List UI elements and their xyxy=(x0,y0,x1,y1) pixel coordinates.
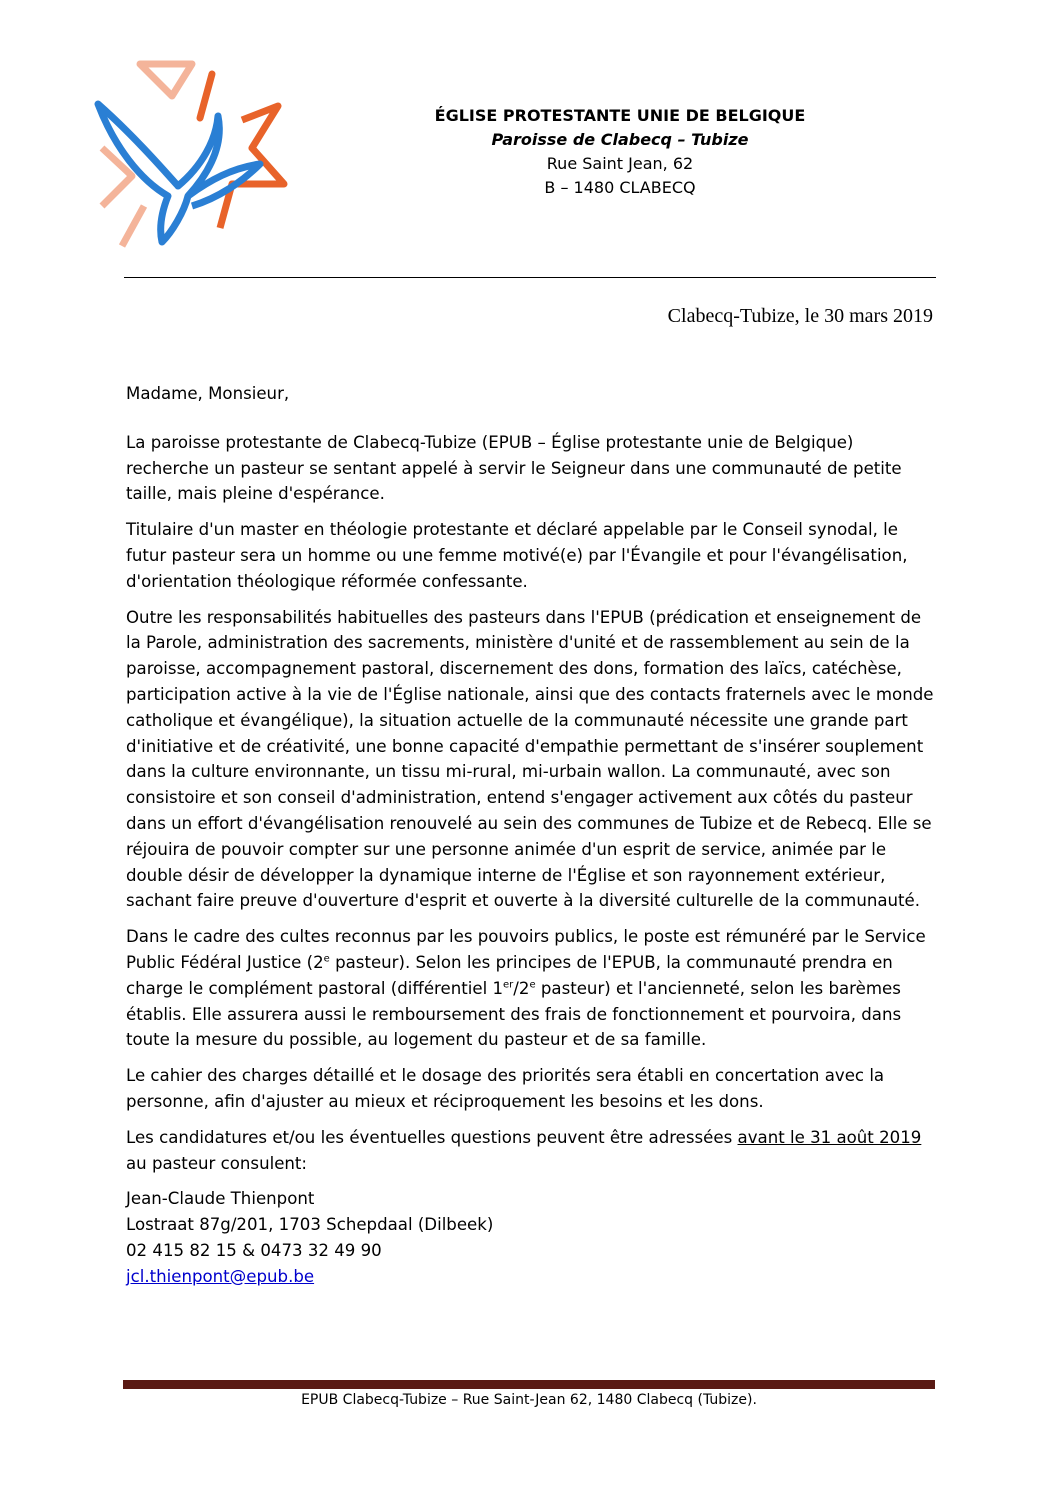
remuneration-text-d: pasteur) et l'ancienneté, selon les barèmes établis. Elle assurera aussi le remboursement des frais de fonctionnement et pourvoira, dans toute la mesure du possible, au logement du pasteur et de sa famille. xyxy=(126,978,902,1050)
greeting: Madame, Monsieur, xyxy=(126,384,290,403)
paragraph-profile: Titulaire d'un master en théologie protestante et déclaré appelable par le Conseil synodal, le futur pasteur sera un homme ou une femme motivé(e) par l'Évangile et pour l'évangélisation, d'orientation théologique réformée confessante. xyxy=(126,520,908,591)
footer-divider xyxy=(123,1380,935,1389)
remuneration-text-c: /2 xyxy=(513,978,530,998)
contact-name: Jean-Claude Thienpont xyxy=(126,1189,315,1209)
applications-text-a: Les candidatures et/ou les éventuelles questions peuvent être adressées xyxy=(126,1127,738,1147)
header-divider xyxy=(124,277,936,278)
contact-address: Lostraat 87g/201, 1703 Schepdaal (Dilbeek) xyxy=(126,1215,494,1235)
paragraph-applications xyxy=(126,1125,938,1177)
superscript: er xyxy=(503,979,514,991)
street-address: Rue Saint Jean, 62 xyxy=(546,154,694,173)
letter-date: Clabecq-Tubize, le 30 mars 2019 xyxy=(667,305,933,327)
parish-name: Paroisse de Clabecq – Tubize xyxy=(491,130,749,149)
letterhead xyxy=(360,104,880,200)
footer-text: EPUB Clabecq-Tubize – Rue Saint-Jean 62, 1480 Clabecq (Tubize). xyxy=(301,1392,757,1408)
dove-star-logo-icon xyxy=(92,56,292,252)
contact-email-link[interactable]: jcl.thienpont@epub.be xyxy=(126,1266,315,1286)
paragraph-responsibilities: Outre les responsabilités habituelles des pasteurs dans l'EPUB (prédication et enseignement de la Parole, administration des sacrements, ministère d'unité et de rassemblement au sein de la paroisse, accompagnement pastoral, discernement des dons, formation des laïcs, catéchèse, participation active à la vie de l'Église nationale, ainsi que des contacts fraternels avec le monde catholique et évangélique), la situation actuelle de la communauté nécessite une grande part d'initiative et de créativité, une bonne capacité d'empathie permettant de s'insérer souplement dans la culture environnante, un tissu mi-rural, mi-urbain wallon. La communauté, avec son consistoire et son conseil d'administration, entend s'engager activement aux côtés du pasteur dans un effort d'évangélisation renouvelé au sein des communes de Tubize et de Rebecq. Elle se réjouira de pouvoir compter sur une personne animée d'un esprit de service, animée par le double désir de développer la dynamique interne de l'Église et son rayonnement extérieur, sachant faire preuve d'ouverture d'esprit et ouverte à la diversité culturelle de la communauté. xyxy=(126,607,934,911)
deadline: avant le 31 août 2019 xyxy=(737,1127,922,1147)
paragraph-specifications: Le cahier des charges détaillé et le dosage des priorités sera établi en concertation avec la personne, afin d'ajuster au mieux et réciproquement les besoins et les dons. xyxy=(126,1066,885,1111)
letter-body xyxy=(126,381,938,1290)
applications-text-b: au pasteur consulent: xyxy=(126,1153,308,1173)
city-address: B – 1480 CLABECQ xyxy=(544,178,696,197)
organization-name: ÉGLISE PROTESTANTE UNIE DE BELGIQUE xyxy=(434,106,806,125)
contact-block xyxy=(126,1186,938,1289)
contact-phones: 02 415 82 15 & 0473 32 49 90 xyxy=(126,1240,382,1260)
paragraph-intro: La paroisse protestante de Clabecq-Tubize (EPUB – Église protestante unie de Belgique) recherche un pasteur se sentant appelé à servir le Seigneur dans une communauté de petite taille, mais pleine d'espérance. xyxy=(126,432,902,504)
remuneration-text-b: pasteur). Selon les principes de l'EPUB, la communauté prendra en charge le complément pastoral (différentiel 1 xyxy=(126,952,893,998)
superscript: e xyxy=(323,953,330,965)
remuneration-text-a: Dans le cadre des cultes reconnus par les pouvoirs publics, le poste est rémunéré par le Service Public Fédéral Justice (2 xyxy=(126,927,926,972)
superscript: e xyxy=(529,979,536,991)
paragraph-remuneration xyxy=(126,924,938,1053)
